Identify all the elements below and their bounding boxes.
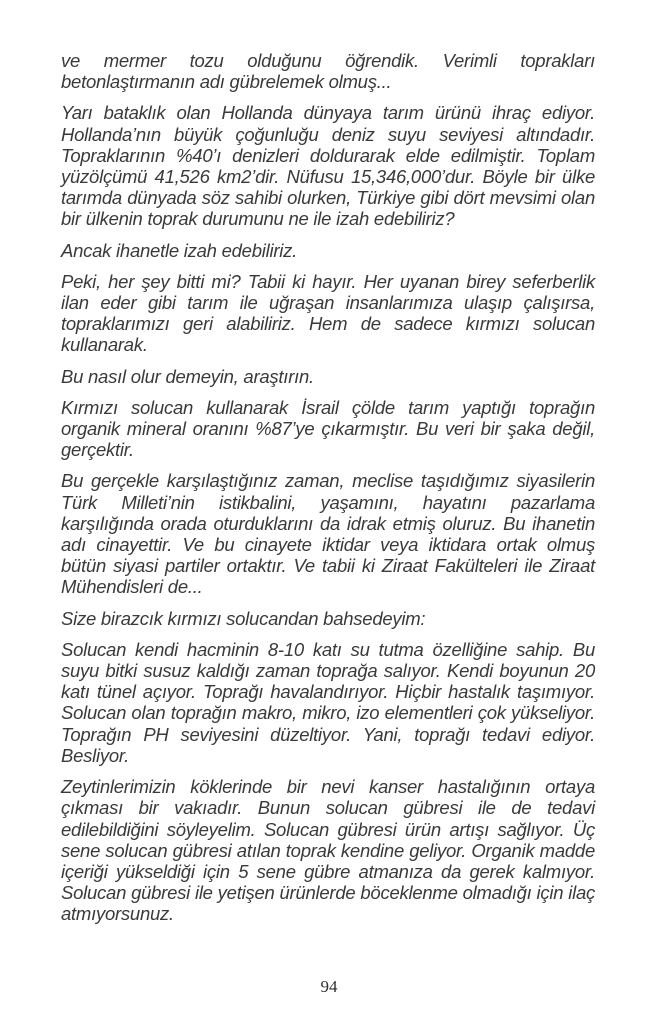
- paragraph: Kırmızı solucan kullanarak İsrail çölde tarım yaptığı toprağın organik mineral oranını %87’ye çıkarmıştır. Bu veri bir şaka değil, gerçektir.: [61, 396, 595, 461]
- paragraph: Bu gerçekle karşılaştığınız zaman, meclise taşıdığımız siyasilerin Türk Milleti’nin istikbalini, yaşamını, hayatını pazarlama karşılığında orada oturduklarını da idrak etmiş oluruz. Bu ihanetin adı cinayettir. Ve bu cinayete iktidar veya iktidara ortak olmuş bütün siyasi partiler ortaktır. Ve tabii ki Ziraat Fakülteleri ile Ziraat Mühendisleri de...: [61, 470, 595, 598]
- page-number: 94: [320, 977, 338, 996]
- paragraph: Bu nasıl olur demeyin, araştırın.: [61, 365, 314, 387]
- paragraph: Solucan kendi hacminin 8-10 katı su tutma özelliğine sahip. Bu suyu bitki susuz kaldığı zaman toprağa salıyor. Kendi boyunun 20 katı tünel açıyor. Toprağı havalandırıyor. Hiçbir hastalık taşımıyor. Solucan olan toprağın makro, mikro, izo elementleri çok yükseliyor. Toprağın PH seviyesini düzeltiyor. Yani, toprağı tedavi ediyor. Besliyor.: [61, 638, 595, 766]
- paragraph: ve mermer tozu olduğunu öğrendik. Verimli toprakları betonlaştırmanın adı gübrelemek olmuş...: [61, 50, 595, 93]
- paragraph: Size birazcık kırmızı solucandan bahsedeyim:: [61, 607, 426, 629]
- paragraph: Ancak ihanetle izah edebiliriz.: [61, 239, 297, 261]
- paragraph: Yarı bataklık olan Hollanda dünyaya tarım ürünü ihraç ediyor. Hollanda’nın büyük çoğunluğu deniz suyu seviyesi altındadır. Topraklarının %40’ı denizleri doldurarak elde edilmiştir. Toplam yüzölçümü 41,526 km2’dir. Nüfusu 15,346,000’dur. Böyle bir ülke tarımda dünyada söz sahibi olurken, Türkiye gibi dört mevsimi olan bir ülkenin toprak durumunu ne ile izah edebiliriz?: [61, 102, 595, 230]
- body-text: [61, 50, 595, 935]
- paragraph: Zeytinlerimizin köklerinde bir nevi kanser hastalığının ortaya çıkması bir vakıadır. Bunun solucan gübresi ile de tedavi edilebildiğini söyleyelim. Solucan gübresi ürün artışı sağlıyor. Üç sene solucan gübresi atılan toprak kendine geliyor. Organik madde içeriği yükseldiği için 5 sene gübre atmanıza da gerek kalmıyor. Solucan gübresi ile yetişen ürünlerde böceklenme olmadığı için ilaç atmıyorsunuz.: [61, 776, 595, 925]
- paragraph: Peki, her şey bitti mi? Tabii ki hayır. Her uyanan birey seferberlik ilan eder gibi tarım ile uğraşan insanlarımıza ulaşıp çalışırsa, topraklarımızı geri alabiliriz. Hem de sadece kırmızı solucan kullanarak.: [61, 270, 595, 356]
